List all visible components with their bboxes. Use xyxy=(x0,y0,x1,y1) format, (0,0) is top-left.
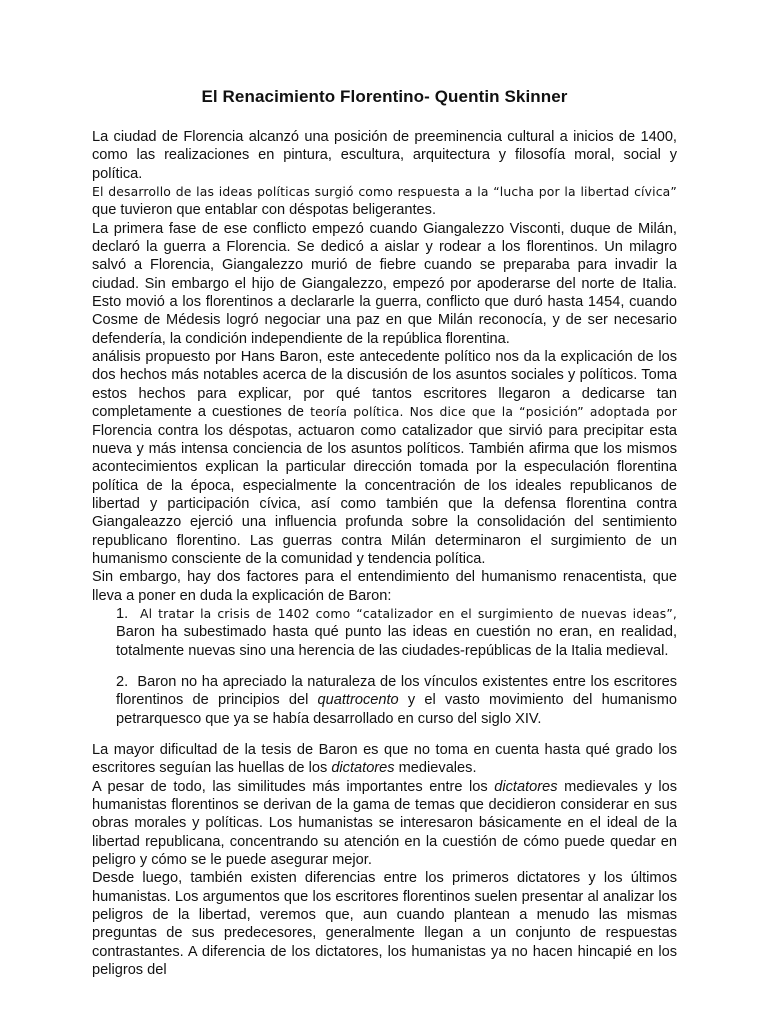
paragraph-6-part-a: La mayor dificultad de la tesis de Baron es que no toma en cuenta hasta qué grado los escritores seguían las huellas de los xyxy=(92,742,677,777)
paragraph-4-part-a: análisis propuesto por Hans Baron, este antecedente político nos da la explicación de los dos hechos más notables acerca de la discusión de los asuntos sociales y políticos. Toma estos hechos para explicar, por qué tantos escritores llegaron a dedicarse tan completamente a cuestiones de xyxy=(92,349,677,421)
factor-list xyxy=(92,605,677,728)
list-item-number: 2. xyxy=(116,673,129,690)
paragraph-6-emphasis: dictatores xyxy=(331,760,395,777)
list-spacer xyxy=(92,660,677,673)
paragraph-8: Desde luego, también existen diferencias entre los primeros dictatores y los últimos humanistas. Los argumentos que los escritores florentinos suelen presentar al analizar los peligros de la libertad, veremos que, aun cuando plantean a menudo las mismas preguntas de sus predecesores, generalmente llegan a un conjunto de respuestas contrastantes. A diferencia de los dictatores, los humanistas ya no hacen hincapié en los peligros del xyxy=(92,870,677,979)
list-item xyxy=(92,605,677,660)
list-item-emphasis: quattrocento xyxy=(317,692,399,709)
section-spacer xyxy=(92,728,677,741)
paragraph-7-part-a: A pesar de todo, las similitudes más importantes entre los xyxy=(92,778,495,795)
paragraph-6-part-b: medievales. xyxy=(394,760,477,777)
paragraph-7-emphasis: dictatores xyxy=(494,778,558,795)
list-item-rest: y el vasto movimiento del humanismo petrarquesco que ya se había desarrollado en curso del siglo XIV. xyxy=(116,692,677,727)
paragraph-7 xyxy=(92,778,677,870)
list-item-lead: Baron no ha apreciado la naturaleza de los vínculos existentes entre los escritores florentinos de principios del xyxy=(116,673,677,709)
paragraph-2-lead: El desarrollo de las ideas políticas surgió como respuesta a la “lucha por la libertad cívica” xyxy=(92,184,677,200)
paragraph-4-part-b: teoría política. Nos dice que la “posición” adoptada por xyxy=(310,404,677,420)
document-title: El Renacimiento Florentino- Quentin Skinner xyxy=(201,87,568,106)
paragraph-3: La primera fase de ese conflicto empezó cuando Giangalezzo Visconti, duque de Milán, declaró la guerra a Florencia. Se dedicó a aislar y rodear a los florentinos. Un milagro salvó a Florencia, Giangalezzo murió de fiebre cuando se preparaba para invadir la ciudad. Sin embargo el hijo de Giangalezzo, empezó por apoderarse del norte de Italia. Esto movió a los florentinos a declararle la guerra, conflicto que duró hasta 1454, cuando Cosme de Médesis logró negociar una paz en que Milán reconocía, y de ser necesario defendería, la condición independiente de la república florentina. xyxy=(92,220,677,347)
paragraph-4-part-c: Florencia contra los déspotas, actuaron como catalizador que sirvió para precipitar esta nueva y más intensa conciencia de los asuntos políticos. También afirma que los mismos acontecimientos explican la particular dirección tomada por la especulación florentina política de la época, especialmente la concentración de los ideales republicanos de libertad y participación cívica, así como también que la defensa florentina contra Giangaleazzo ejerció una influencia profunda sobre la consolidación del sentimiento republicano florentino. Las guerras contra Milán determinaron el surgimiento de un humanismo consciente de la comunidad y tendencia política. xyxy=(92,422,677,567)
paragraph-7-part-b: medievales y los humanistas florentinos se derivan de la gama de temas que decidieron considerar en sus obras morales y políticas. Los humanistas se interesaron básicamente en el ideal de la libertad republicana, concentrando su atención en la cuestión de cómo puede quedar en peligro y cómo se le puede asegurar mejor. xyxy=(92,778,678,869)
paragraph-6 xyxy=(92,741,677,778)
paragraph-5: Sin embargo, hay dos factores para el entendimiento del humanismo renacentista, que lleva a poner en duda la explicación de Baron: xyxy=(92,569,677,604)
list-item-lead: Al tratar la crisis de 1402 como “catalizador en el surgimiento de nuevas ideas”, xyxy=(139,605,677,621)
paragraph-2 xyxy=(92,183,677,220)
document-page xyxy=(92,86,677,979)
paragraph-1: La ciudad de Florencia alcanzó una posición de preeminencia cultural a inicios de 1400, como las realizaciones en pintura, escultura, arquitectura y filosofía moral, social y política. xyxy=(92,129,677,182)
list-item-number: 1. xyxy=(116,605,129,622)
paragraph-2-rest: que tuvieron que entablar con déspotas beligerantes. xyxy=(92,202,437,219)
list-item-rest: Baron ha subestimado hasta qué punto las ideas en cuestión no eran, en realidad, totalmente nuevas sino una herencia de las ciudades-repúblicas de la Italia medieval. xyxy=(116,624,677,659)
list-item xyxy=(92,673,677,728)
paragraph-4 xyxy=(92,348,677,568)
